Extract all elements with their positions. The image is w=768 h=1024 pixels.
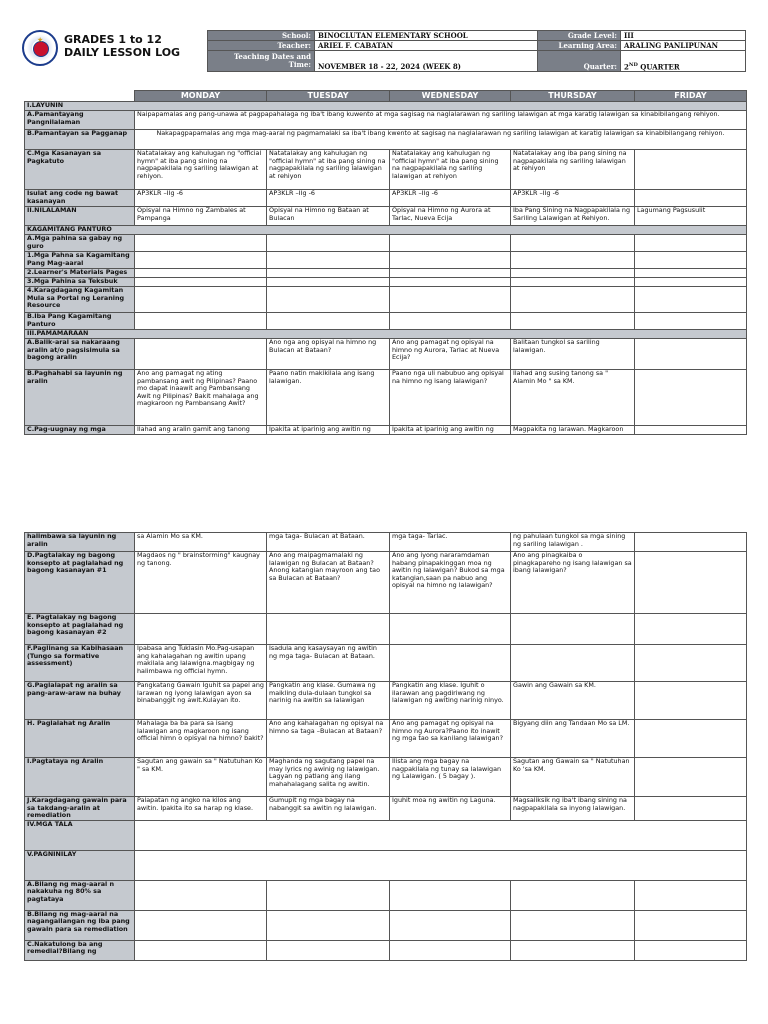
empty-cell xyxy=(135,313,267,330)
d-monday: Magdaos ng " brainstorming" kaugnay ng tanong. xyxy=(135,552,267,614)
i-friday xyxy=(635,758,747,797)
empty-cell xyxy=(511,614,635,645)
row-label-kagamitang: 1.Mga Pahna sa Kagamitang Pang Mag-aaral xyxy=(25,252,135,269)
f-wednesday xyxy=(390,645,511,682)
empty-cell xyxy=(390,614,511,645)
h-friday xyxy=(635,720,747,758)
section-kagamitan: KAGAMITANG PANTURO xyxy=(25,226,747,235)
empty-cell xyxy=(267,880,390,910)
nilalaman-friday: Lagumang Pagsusulit xyxy=(635,207,747,226)
i-monday: Sagutan ang gawain sa " Natutuhan Ko " sa KM. xyxy=(135,758,267,797)
nilalaman-wednesday: Opisyal na Himno ng Aurora at Tarlac, Nueva Ecija xyxy=(390,207,511,226)
empty-cell xyxy=(267,252,390,269)
row-label-pagninilay: V.PAGNINILAY xyxy=(25,850,135,880)
empty-cell xyxy=(390,278,511,287)
kasanayan-tuesday: Natatalakay ang kahulugan ng "official hymn" at iba pang sining na nagpapakilala ng sariling lalawigan at rehiyon xyxy=(267,150,390,190)
dates-label xyxy=(208,51,315,72)
empty-cell xyxy=(135,235,267,252)
deped-seal-icon: ★ xyxy=(22,30,58,66)
row-label-balik: A.Balik-aral sa nakaraang aralin at/o pagsisimula sa bagong aralin xyxy=(25,339,135,370)
empty-cell xyxy=(135,910,267,940)
document-header xyxy=(22,29,746,74)
row-label-f: F.Paglinang sa Kabihasaan (Tungo sa formative assessment) xyxy=(25,645,135,682)
pamantayang-text: Naipapamalas ang pang-unawa at pagpapahalaga ng iba't ibang kuwento at mga sagisag na naglalarawan ng sariling lalawigan at mga karatig lalawigan sa kinabibilangang rehiyon. xyxy=(135,111,747,130)
quarter-number: 2 xyxy=(624,62,629,71)
d-wednesday: Ano ang iyong nararamdaman habang pinapakinggan moa ng awitin ng lalawigan? Bukod sa mga katangian,saan pa nabuo ang opisyal na himno ng lalawigan? xyxy=(390,552,511,614)
empty-cell xyxy=(511,880,635,910)
row-label-e: E. Pagtalakay ng bagong konsepto at paglalahad ng bagong kasanayan #2 xyxy=(25,614,135,645)
row-label-a-bilang: A.Bilang ng mag-aaral n nakakuha ng 80% sa pagtataya xyxy=(25,880,135,910)
paghahabi-wednesday: Paano nga uli nabubuo ang opisyal na himno ng isang lalawigan? xyxy=(390,370,511,426)
empty-cell xyxy=(511,313,635,330)
row-label-pamantayang: A.Pamantayang Pangnilalaman xyxy=(25,111,135,130)
row-label-mga-tala: IV.MGA TALA xyxy=(25,820,135,850)
quarter-value xyxy=(621,51,746,72)
f-tuesday: Isadula ang kasaysayan ng awitin ng mga taga- Bulacan at Bataan. xyxy=(267,645,390,682)
g-wednesday: Pangkatin ang klase. Iguhit o ilarawan ang pagdiriwang ng lalawigan ng awiting narinig ninyo. xyxy=(390,682,511,720)
j-friday xyxy=(635,797,747,821)
pag-uugnay-friday xyxy=(635,426,747,435)
row-label-portal: 4.Karagdagang Kagamitan Mula sa Portal ng Leraning Resource xyxy=(25,287,135,313)
title-line-1: GRADES 1 to 12 xyxy=(64,33,162,46)
empty-cell xyxy=(635,910,747,940)
empty-cell xyxy=(635,252,747,269)
empty-cell xyxy=(135,614,267,645)
g-thursday: Gawin ang Gawain sa KM. xyxy=(511,682,635,720)
info-table xyxy=(207,30,746,72)
school-label: School: xyxy=(208,31,315,41)
grade-value: III xyxy=(621,31,746,41)
empty-cell xyxy=(390,287,511,313)
code-friday xyxy=(635,190,747,207)
empty-cell xyxy=(135,252,267,269)
row-label-teksbuk: 3.Mga Pahina sa Teksbuk xyxy=(25,278,135,287)
empty-cell xyxy=(390,940,511,960)
empty-cell xyxy=(635,614,747,645)
pag-uugnay-wednesday: Ipakita at iparinig ang awitin ng xyxy=(390,426,511,435)
grade-label: Grade Level: xyxy=(538,31,621,41)
row-label-nilalaman: II.NILALAMAN xyxy=(25,207,135,226)
nilalaman-monday: Opisyal na Himno ng Zambales at Pampanga xyxy=(135,207,267,226)
empty-cell xyxy=(135,269,267,278)
row-label-gabay: A.Mga pahina sa gabay ng guro xyxy=(25,235,135,252)
code-thursday: AP3KLR –IIg -6 xyxy=(511,190,635,207)
corner-cell xyxy=(25,91,135,102)
empty-cell xyxy=(267,940,390,960)
empty-cell xyxy=(511,278,635,287)
empty-cell xyxy=(390,252,511,269)
section-pamamaraan: III.PAMAMARAAN xyxy=(25,330,747,339)
paghahabi-thursday: Ilahad ang susing tanong sa " Alamin Mo " sa KM. xyxy=(511,370,635,426)
f-monday: Ipabasa ang Tuklasin Mo.Pag-usapan ang kahalagahan ng awitin upang makilala ang lalawigna.magbigay ng halimbawa ng official hymn. xyxy=(135,645,267,682)
lesson-table-page-1 xyxy=(24,90,747,435)
i-thursday: Sagutan ang Gawain sa " Natutuhan Ko 'sa KM. xyxy=(511,758,635,797)
paghahabi-friday xyxy=(635,370,747,426)
row-label-pag-uugnay: C.Pag-uugnay ng mga xyxy=(25,426,135,435)
j-monday: Palapatan ng angko na kilos ang awitin. Ipakita ito sa harap ng klase. xyxy=(135,797,267,821)
empty-cell xyxy=(267,235,390,252)
day-friday: FRIDAY xyxy=(635,91,747,102)
h-tuesday: Ano ang kahalagahan ng opisyal na himno sa taga –Bulacan at Bataan? xyxy=(267,720,390,758)
row-label-j: J.Karagdagang gawain para sa takdang-aralin at remediation xyxy=(25,797,135,821)
empty-cell xyxy=(267,910,390,940)
d-friday xyxy=(635,552,747,614)
g-monday: Pangkatang Gawain Iguhit sa papel ang larawan ng iyong lalawigan ayon sa binabanggit ng awit.Kulayan ito. xyxy=(135,682,267,720)
j-thursday: Magsaliksik ng iba't ibang sining na nagpapakilala sa inyong lalawigan. xyxy=(511,797,635,821)
page-1 xyxy=(0,0,768,470)
pagninilay-content xyxy=(135,850,747,880)
empty-cell xyxy=(390,269,511,278)
halimbawa-thursday: ng pahulaan tungkol sa mga sining ng sariling lalawigan . xyxy=(511,533,635,552)
nilalaman-tuesday: Opisyal na Himno ng Bataan at Bulacan xyxy=(267,207,390,226)
g-friday xyxy=(635,682,747,720)
row-label-lm: 2.Learner's Materials Pages xyxy=(25,269,135,278)
row-label-h: H. Paglalahat ng Aralin xyxy=(25,720,135,758)
pag-uugnay-thursday: Magpakita ng larawan. Magkaroon xyxy=(511,426,635,435)
balik-thursday: Balitaan tungkol sa sariling lalawigan. xyxy=(511,339,635,370)
h-thursday: Bigyang diin ang Tandaan Mo sa LM. xyxy=(511,720,635,758)
kasanayan-thursday: Natatalakay ang iba pang sining na nagpapakilala ng sariling lalawigan at rehiyon xyxy=(511,150,635,190)
halimbawa-wednesday: mga taga- Tarlac. xyxy=(390,533,511,552)
f-friday xyxy=(635,645,747,682)
d-tuesday: Ano ang maipagmamalaki ng lalawigan ng Bulacan at Bataan? Anong katangian mayroon ang tao sa Bulacan at Bataan? xyxy=(267,552,390,614)
empty-cell xyxy=(267,269,390,278)
row-label-kasanayan: C.Mga Kasanayan sa Pagkatuto xyxy=(25,150,135,190)
empty-cell xyxy=(511,235,635,252)
code-tuesday: AP3KLR –IIg -6 xyxy=(267,190,390,207)
empty-cell xyxy=(390,910,511,940)
empty-cell xyxy=(390,313,511,330)
halimbawa-friday xyxy=(635,533,747,552)
kasanayan-friday xyxy=(635,150,747,190)
quarter-sup: ND xyxy=(628,61,638,68)
pag-uugnay-monday: Ilahad ang aralin gamit ang tanong xyxy=(135,426,267,435)
row-label-pagganap: B.Pamantayan sa Pagganap xyxy=(25,130,135,150)
page-break xyxy=(0,470,768,530)
lesson-table-page-2 xyxy=(24,532,747,961)
row-label-b-bilang: B.Bilang ng mag-aaral na nagangailangan ng iba pang gawain para sa remediation xyxy=(25,910,135,940)
empty-cell xyxy=(511,910,635,940)
j-tuesday: Gumupit ng mga bagay na nabanggit sa awitin ng lalawigan. xyxy=(267,797,390,821)
empty-cell xyxy=(511,269,635,278)
teacher-label: Teacher: xyxy=(208,41,315,51)
empty-cell xyxy=(267,278,390,287)
d-thursday: Ano ang pinagkaiba o pinagkapareho ng isang lalawigan sa ibang lalawigan? xyxy=(511,552,635,614)
title-line-2: DAILY LESSON LOG xyxy=(64,46,181,59)
day-monday: MONDAY xyxy=(135,91,267,102)
teacher-value: ARIEL F. CABATAN xyxy=(315,41,538,51)
i-wednesday: Ilista ang mga bagay na nagpakilala ng tunay sa lalawigan ng Lalawigan. ( 5 bagay ). xyxy=(390,758,511,797)
kasanayan-monday: Natatalakay ang kahulugan ng "official hymn" at iba pang sining na nagpapakilala ng sariling lalawigan at rehiyon. xyxy=(135,150,267,190)
row-label-i: I.Pagtataya ng Aralin xyxy=(25,758,135,797)
row-label-paghahabi: B.Paghahabi sa layunin ng aralin xyxy=(25,370,135,426)
dates-value: NOVEMBER 18 - 22, 2024 (WEEK 8) xyxy=(315,51,538,72)
j-wednesday: Iguhit moa ng awitin ng Laguna. xyxy=(390,797,511,821)
nilalaman-thursday: Iba Pang Sining na Nagpapakilala ng Sariling Lalawigan at Rehiyon. xyxy=(511,207,635,226)
h-wednesday: Ano ang pamagat ng opisyal na himno ng Aurora?Paano ito inawit ng mga tao sa kanilang lalawigan? xyxy=(390,720,511,758)
f-thursday xyxy=(511,645,635,682)
empty-cell xyxy=(390,880,511,910)
empty-cell xyxy=(511,940,635,960)
school-value: BINOCLUTAN ELEMENTARY SCHOOL xyxy=(315,31,538,41)
empty-cell xyxy=(511,287,635,313)
day-tuesday: TUESDAY xyxy=(267,91,390,102)
empty-cell xyxy=(635,278,747,287)
empty-cell xyxy=(135,940,267,960)
dates-label-line-1: Teaching Dates and xyxy=(233,52,311,61)
row-label-c-remedial: C.Nakatulong ba ang remedial?Bilang ng xyxy=(25,940,135,960)
code-wednesday: AP3KLR –IIg -6 xyxy=(390,190,511,207)
empty-cell xyxy=(267,287,390,313)
balik-wednesday: Ano ang pamagat ng opisyal na himno ng Aurora, Tarlac at Nueva Ecija? xyxy=(390,339,511,370)
row-label-iba: B.Iba Pang Kagamitang Panturo xyxy=(25,313,135,330)
code-monday: AP3KLR –IIg -6 xyxy=(135,190,267,207)
area-value: ARALING PANLIPUNAN xyxy=(621,41,746,51)
empty-cell xyxy=(267,614,390,645)
area-label: Learning Area: xyxy=(538,41,621,51)
mga-tala-content xyxy=(135,820,747,850)
pagganap-text: Nakapagpapamalas ang mga mag-aaral ng pagmamalaki sa iba't ibang kwento at sagisag na naglalarawan ng sariling lalawigan at karatig lalawigan sa kinabibilangang rehiyon. xyxy=(135,130,747,150)
empty-cell xyxy=(135,880,267,910)
empty-cell xyxy=(635,880,747,910)
h-monday: Mahalaga ba ba para sa isang lalawigan ang magkaroon ng isang official himn o opisyal na himno? bakit? xyxy=(135,720,267,758)
balik-monday xyxy=(135,339,267,370)
paghahabi-tuesday: Paano natin makikilala ang isang lalawigan. xyxy=(267,370,390,426)
day-header-row xyxy=(25,91,747,102)
paghahabi-monday: Ano ang pamagat ng ating pambansang awit ng Pilipinas? Paano mo dapat inaawit ang Pambansang Awit ng Pilipinas? Bakit mahalaga ang magkaroon ng Pambansang Awit? xyxy=(135,370,267,426)
empty-cell xyxy=(135,287,267,313)
day-thursday: THURSDAY xyxy=(511,91,635,102)
row-label-code: Isulat ang code ng bawat kasanayan xyxy=(25,190,135,207)
halimbawa-tuesday: mga taga- Bulacan at Bataan. xyxy=(267,533,390,552)
empty-cell xyxy=(635,940,747,960)
empty-cell xyxy=(511,252,635,269)
row-label-halimbawa: halimbawa sa layunin ng aralin xyxy=(25,533,135,552)
quarter-rest: QUARTER xyxy=(637,62,680,71)
empty-cell xyxy=(267,313,390,330)
row-label-d: D.Pagtalakay ng bagong konsepto at paglalahad ng bagong kasanayan #1 xyxy=(25,552,135,614)
g-tuesday: Pangkatin ang klase. Gumawa ng maikling dula-dulaan tungkol sa narinig na awitin sa lalawigan xyxy=(267,682,390,720)
empty-cell xyxy=(635,313,747,330)
empty-cell xyxy=(135,278,267,287)
balik-tuesday: Ano nga ang opisyal na himno ng Bulacan at Bataan? xyxy=(267,339,390,370)
row-label-g: G.Paglalapat ng aralin sa pang-araw-araw na buhay xyxy=(25,682,135,720)
i-tuesday: Maghanda ng sagutang papel na may lyrics ng awinig ng lalawigan. Lagyan ng patlang ang ilang mahahalagang salita ng awitin. xyxy=(267,758,390,797)
day-wednesday: WEDNESDAY xyxy=(390,91,511,102)
empty-cell xyxy=(635,287,747,313)
empty-cell xyxy=(390,235,511,252)
empty-cell xyxy=(635,235,747,252)
section-layunin: I.LAYUNIN xyxy=(25,102,747,111)
balik-friday xyxy=(635,339,747,370)
dates-label-line-2: Time: xyxy=(288,60,311,69)
halimbawa-monday: sa Alamin Mo sa KM. xyxy=(135,533,267,552)
kasanayan-wednesday: Natatalakay ang kahulugan ng "official hymn" at iba pang sining na nagpapakilala ng sariling lalawigan at rehiyon xyxy=(390,150,511,190)
quarter-label: Quarter: xyxy=(538,51,621,72)
empty-cell xyxy=(635,269,747,278)
page-2 xyxy=(0,530,768,1024)
pag-uugnay-tuesday: Ipakita at iparinig ang awitin ng xyxy=(267,426,390,435)
